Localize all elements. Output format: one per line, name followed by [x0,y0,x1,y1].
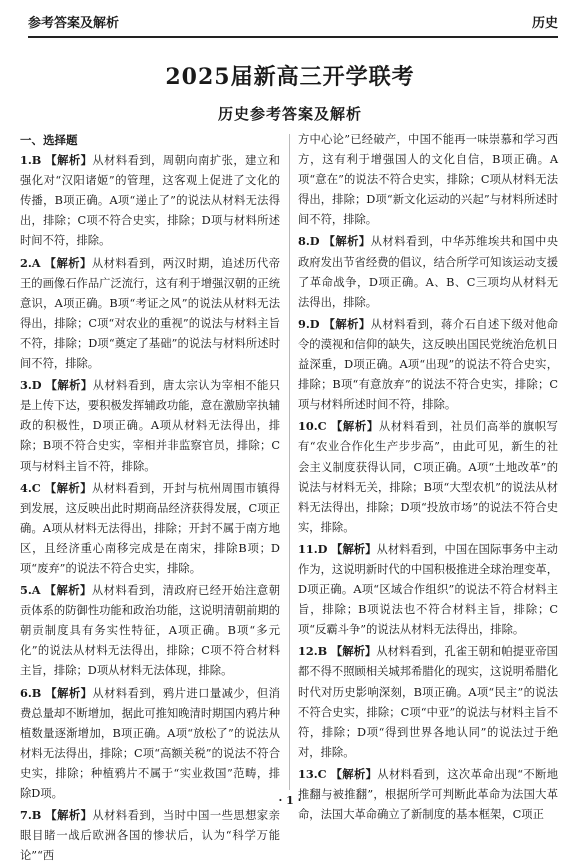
answer-text: 从材料看到，当时中国一些思想家亲眼目睹一战后欧洲各国的惨状后，认为“科学万能论”“西 [20,809,280,863]
answer-number: 5.A [20,583,41,598]
analysis-tag: 【解析】 [45,808,93,823]
header-left-title: 参考答案及解析 [28,16,120,31]
left-answer-list [20,150,280,866]
analysis-tag: 【解析】 [45,153,93,168]
answer-item [20,150,280,251]
analysis-tag: 【解析】 [44,255,92,270]
header-subject: 历史 [531,16,558,31]
answer-number: 4.C [20,480,41,495]
analysis-tag: 【解析】 [331,541,377,556]
exam-title: 2025届新高三开学联考 [165,64,415,90]
right-answer-list [298,130,558,825]
left-column [20,130,280,867]
answer-number: 13.C [298,766,327,781]
page-header [28,8,558,34]
answer-number: 7.B [20,808,42,823]
answer-text: 从材料看到，这次革命出现“不断地推翻与被推翻”，根据所学可判断此革命为法国大革命，法国大革命确立了新制度的基本框架，C项正 [298,767,558,822]
analysis-tag: 【解析】 [44,583,92,598]
answer-text: 方中心论”已经破产，中国不能再一味崇慕和学习西方，这有利于增强国人的文化自信，B项正确。A项“意在”的说法不符合史实，排除；C项从材料无法得出，排除；D项“新文化运动的兴起”与材料所述时间不符，排除。 [298,133,558,227]
analysis-tag: 【解析】 [45,685,93,700]
answer-number: 11.D [298,541,328,556]
answer-text: 从材料看到，中华苏维埃共和国中央政府发出节省经费的倡议，结合所学可知该运动支援了革命战争，D项正确。A、B、C三项均从材料无法得出，排除。 [298,235,558,309]
answer-text: 从材料看到，蒋介石自述下级对他命令的漠视和信仰的缺失，这反映出国民党统治危机日益深重，D项正确。A项“出现”的说法不符合史实，排除；B项“有意放弃”的说法不符合史实，排除；C项与材料所述时间不符，排除。 [298,317,558,412]
answer-number: 1.B [20,153,42,168]
answer-text: 从材料看到，两汉时期，追述历代帝王的画像石作品广泛流行，这有利于增强汉朝的正统意识，A项正确。B项“考证之风”的说法从材料无法得出，排除；C项“对农业的重视”的说法与材料主旨不符，排除；D项“奠定了基础”的说法与材料所述时间不符，排除。 [20,256,280,371]
column-divider [289,134,290,790]
answer-number: 2.A [20,255,41,270]
answer-item [20,580,280,681]
answer-text: 从材料看到，唐太宗认为宰相不能只是上传下达，要积极发挥辅政功能，意在激励宰执辅政的积极性，D项正确。A项从材料无法得出，排除；B项不符合史实，宰相并非监察官员，排除；C项与材料主旨不符，排除。 [20,379,280,473]
answer-text: 从材料看到，中国在国际事务中主动作为，这说明新时代的中国积极推进全球治理变革，D项正确。A项“区域合作组织”的说法不符合材料主旨，排除；B项说法也不符合材料主旨，排除；C项“反霸斗争”的说法从材料无法得出，排除。 [298,542,558,637]
answer-text: 从材料看到，周朝向南扩张，建立和强化对“汉阳诸姬”的管理，这客观上促进了文化的传播，B项正确。A项“递止了”的说法从材料无法得出，排除；C项不符合史实，排除；D项与材料所述时间不符，排除。 [20,154,280,248]
right-column [298,130,558,826]
analysis-tag: 【解析】 [330,419,379,434]
answer-subtitle: 历史参考答案及解析 [217,105,362,123]
answer-item [298,539,558,640]
answer-number: 3.D [20,378,42,393]
answer-item [298,314,558,415]
analysis-tag: 【解析】 [44,480,92,495]
answer-text: 从材料看到，开封与杭州周围市镇得到发展，这反映出此时期商品经济获得发展，C项正确。A项从材料无法得出，排除；开封不属于南方地区，且经济重心南移完成是在南宋，排除B项；D项“废弃”的说法不符合史实，排除。 [20,481,280,575]
analysis-tag: 【解析】 [323,316,371,331]
answer-number: 12.B [298,644,328,659]
answer-text: 从材料看到，清政府已经开始注意朝贡体系的防御性功能和政治功能，这说明清朝前期的朝贡制度具有务实性特征，A项正确。B项“多元化”的说法从材料无法得出，排除；C项不符合材料主旨，排除；D项从材料无法体现，排除。 [20,584,280,678]
answer-item [20,805,280,866]
answer-text: 从材料看到，孔雀王朝和帕提亚帝国都不得不照顾相关城邦希腊化的现实，这说明希腊化时代对历史影响深刻，B项正确。A项“民主”的说法不符合史实，排除；C项“中亚”的说法与材料主旨不符，排除；D项“得到世界各地认同”的说法过于绝对，排除。 [298,645,558,759]
answer-item [298,641,558,763]
answer-item [20,478,280,579]
answer-item [20,683,280,805]
header-rule [28,36,558,38]
section-title: 一、选择题 [20,133,78,147]
analysis-tag: 【解析】 [45,378,93,393]
answer-number: 10.C [298,419,327,434]
answer-item [298,130,558,230]
answer-item [20,375,280,476]
analysis-tag: 【解析】 [323,234,371,249]
answer-text: 从材料看到，社员们高举的旗帜写有“农业合作化生产步步高”，由此可见，新生的社会主义制度获得认同，C项正确。A项“土地改革”的说法与材料无关，排除；B项“大型农机”的说法从材料无法得出，排除；D项“投放市场”的说法不符合史实，排除。 [298,420,558,534]
answer-number: 8.D [298,234,320,249]
page-number: · 1 · [278,794,302,807]
analysis-tag: 【解析】 [330,644,377,659]
answer-number: 6.B [20,685,42,700]
answer-number: 9.D [298,316,320,331]
answer-item [20,253,280,375]
answer-text: 从材料看到，鸦片进口量减少，但消费总量却不断增加，据此可推知晚清时期国内鸦片种植数量逐渐增加，B项正确。A项“放松了”的说法从材料无法得出，排除；C项“高额关税”的说法不符合史实，排除；种植鸦片不属于“实业救国”范畴，排除D项。 [20,686,280,800]
answer-item [298,231,558,312]
analysis-tag: 【解析】 [330,766,378,781]
answer-item [298,416,558,538]
